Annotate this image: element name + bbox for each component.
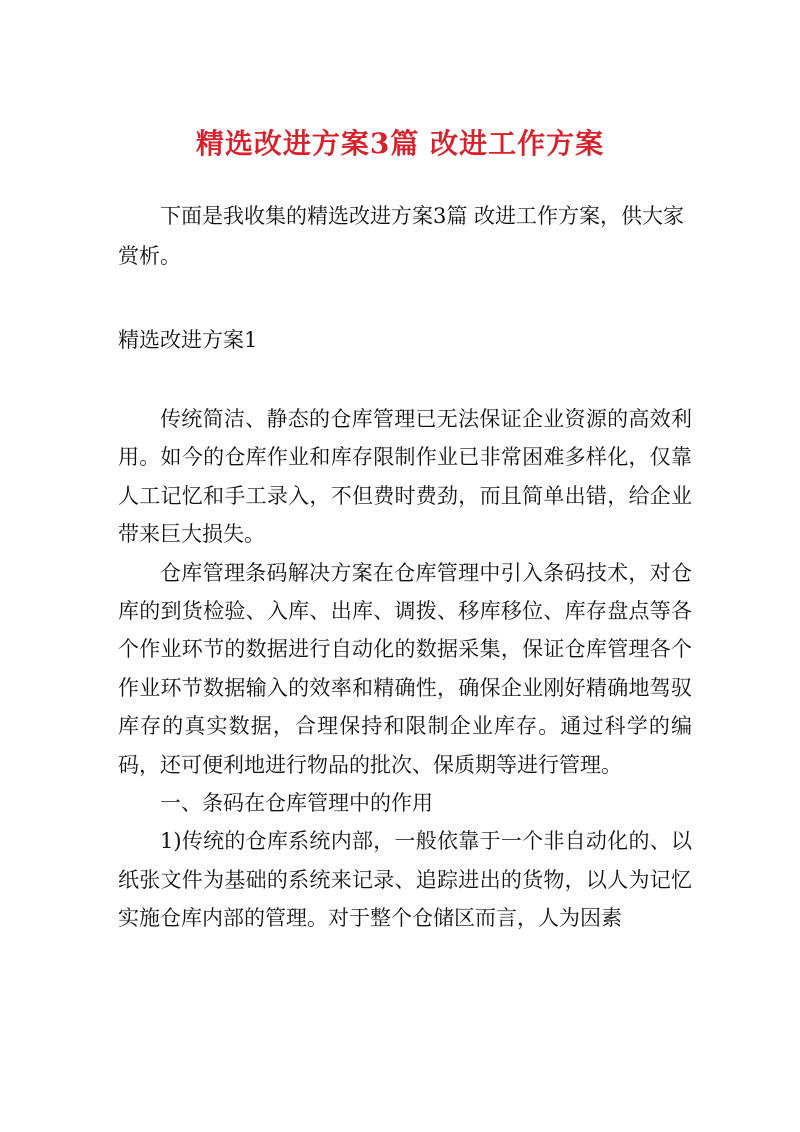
body-paragraph: 1)传统的仓库系统内部，一般依靠于一个非自动化的、以纸张文件为基础的系统来记录、追踪进出的货物，以人为记忆实施仓库内部的管理。对于整个仓储区而言，人为因素 xyxy=(118,829,692,931)
intro-paragraph: 下面是我收集的精选改进方案3篇 改进工作方案，供大家赏析。 xyxy=(118,204,685,268)
body-text xyxy=(118,400,692,938)
document-title: 精选改进方案3篇 改进工作方案 xyxy=(195,127,605,160)
body-paragraph: 传统简洁、静态的仓库管理已无法保证企业资源的高效利用。如今的仓库作业和库存限制作业已非常困难多样化，仅靠人工记忆和手工录入，不但费时费劲，而且简单出错，给企业带来巨大损失。 xyxy=(118,407,692,547)
subsection-heading: 一、条码在仓库管理中的作用 xyxy=(160,791,433,816)
section-heading: 精选改进方案1 xyxy=(118,328,258,352)
body-paragraph: 仓库管理条码解决方案在仓库管理中引入条码技术，对仓库的到货检验、入库、出库、调拨、移库移位、库存盘点等各个作业环节的数据进行自动化的数据采集，保证仓库管理各个作业环节数据输入的效率和精确性，确保企业刚好精确地驾驭库存的真实数据，合理保持和限制企业库存。通过科学的编码，还可便利地进行物品的批次、保质期等进行管理。 xyxy=(118,560,692,777)
